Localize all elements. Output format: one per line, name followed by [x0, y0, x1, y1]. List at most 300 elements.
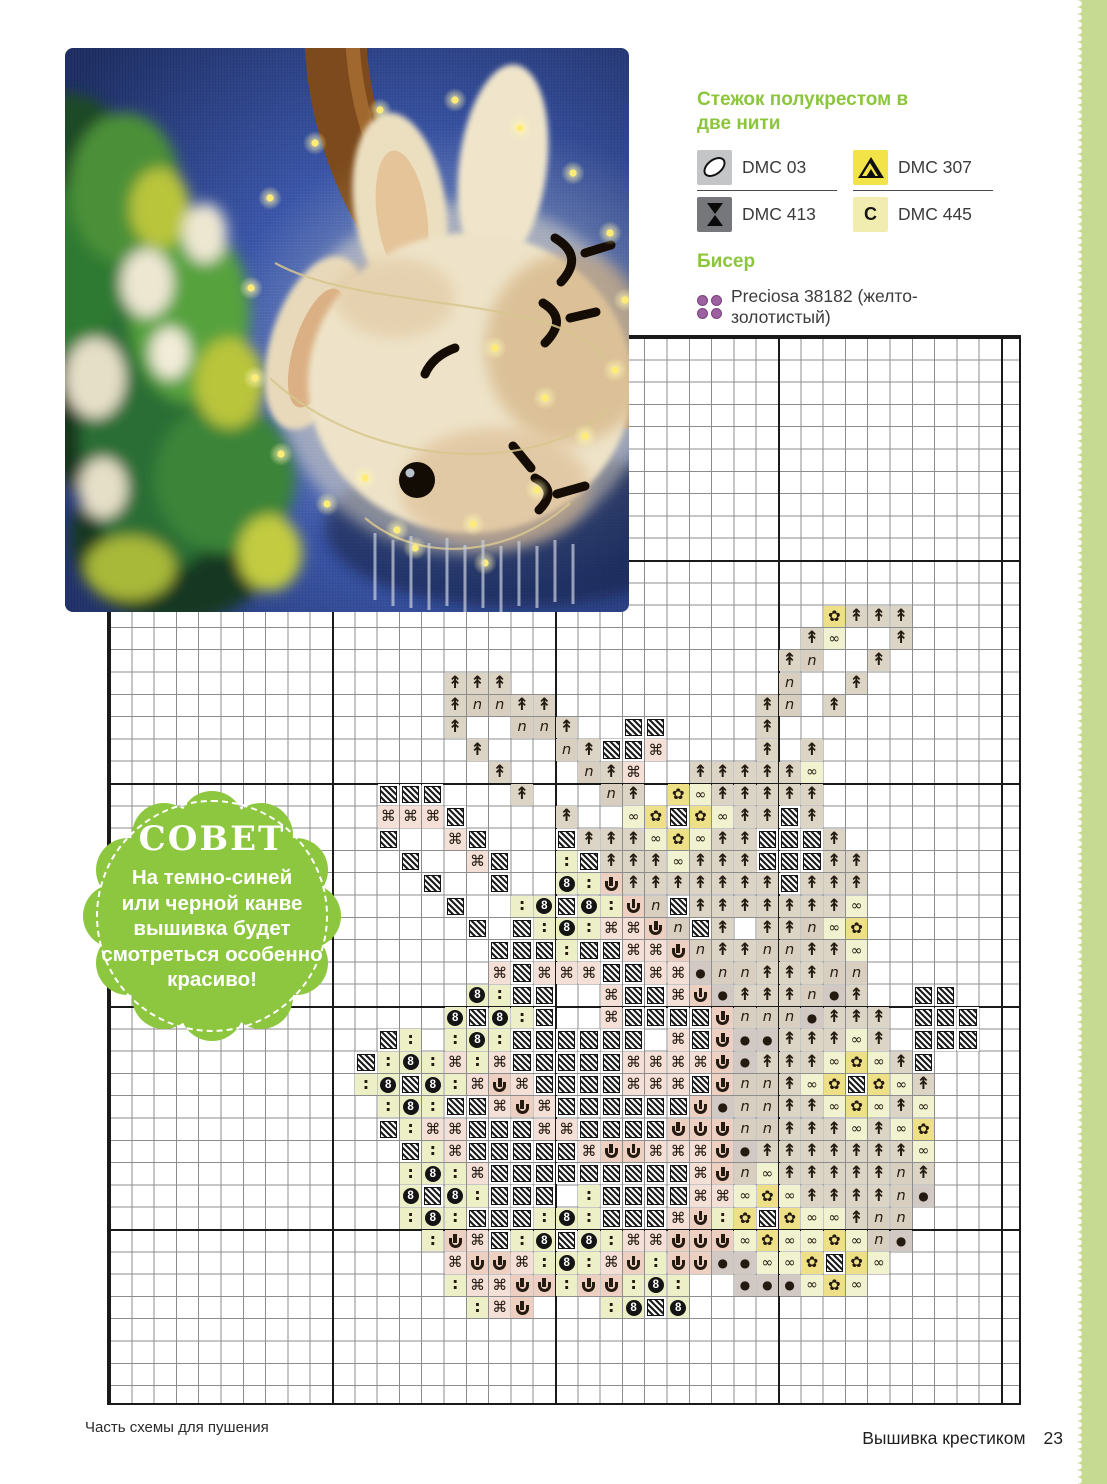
- chart-cell-flower: ✿: [868, 1074, 889, 1095]
- chart-cell-tree-double-arrow: ↟: [645, 873, 666, 894]
- chart-cell-letter-n: n: [779, 940, 800, 961]
- chart-cell-colon: :: [445, 1208, 466, 1229]
- chart-cell-tree-double-arrow: ↟: [868, 1007, 889, 1028]
- chart-cell-anchor-hook: [445, 1230, 466, 1251]
- chart-cell-hatched-square: [445, 1096, 466, 1117]
- chart-cell-flower: ✿: [668, 829, 689, 850]
- chart-cell-command-sign: ⌘: [690, 1052, 711, 1073]
- slash-oval-icon: [700, 153, 730, 181]
- chart-cell-colon: :: [467, 1052, 488, 1073]
- chart-cell-anchor-hook: [623, 1141, 644, 1162]
- chart-cell-command-sign: ⌘: [645, 1052, 666, 1073]
- chart-cell-hatched-square: [668, 896, 689, 917]
- chart-cell-tree-double-arrow: ↟: [467, 739, 488, 760]
- tip-line: вышивка будет: [133, 917, 291, 940]
- chart-cell-hatched-square: [556, 1096, 577, 1117]
- chart-cell-tree-double-arrow: ↟: [868, 1119, 889, 1140]
- chart-cell-command-sign: ⌘: [668, 1029, 689, 1050]
- chart-cell-filled-circle: ●: [734, 1275, 755, 1296]
- chart-cell-tree-double-arrow: ↟: [846, 673, 867, 694]
- chart-cell-letter-n: n: [534, 717, 555, 738]
- chart-cell-circled-8: 8: [400, 1096, 421, 1117]
- chart-cell-double-diamond-infinity: ∞: [801, 1074, 822, 1095]
- chart-cell-anchor-hook: [712, 1230, 733, 1251]
- chart-cell-tree-double-arrow: ↟: [891, 628, 912, 649]
- chart-cell-hatched-square: [846, 1074, 867, 1095]
- chart-cell-colon: :: [556, 940, 577, 961]
- chart-cell-letter-n: n: [779, 673, 800, 694]
- chart-cell-hatched-square: [690, 1029, 711, 1050]
- chart-cell-letter-n: n: [891, 1185, 912, 1206]
- chart-cell-tree-double-arrow: ↟: [846, 851, 867, 872]
- chart-cell-command-sign: ⌘: [623, 1052, 644, 1073]
- chart-cell-command-sign: ⌘: [578, 1141, 599, 1162]
- chart-cell-hatched-square: [578, 851, 599, 872]
- chart-cell-colon: :: [467, 1185, 488, 1206]
- tip-line: смотреться особенно: [101, 942, 323, 966]
- chart-cell-circled-8: 8: [556, 1252, 577, 1273]
- chart-cell-hatched-square: [400, 851, 421, 872]
- chart-cell-tree-double-arrow: ↟: [623, 784, 644, 805]
- chart-cell-command-sign: ⌘: [467, 1074, 488, 1095]
- chart-cell-hatched-square: [645, 985, 666, 1006]
- chart-cell-letter-n: n: [757, 940, 778, 961]
- chart-cell-hatched-square: [511, 1185, 532, 1206]
- chart-cell-double-diamond-infinity: ∞: [824, 1096, 845, 1117]
- chart-cell-colon: :: [645, 1252, 666, 1273]
- chart-cell-hatched-square: [690, 1007, 711, 1028]
- legend-column-1: [697, 147, 847, 234]
- chart-cell-hatched-square: [467, 1096, 488, 1117]
- chart-cell-command-sign: ⌘: [467, 1230, 488, 1251]
- chart-cell-hatched-square: [913, 1029, 934, 1050]
- chart-cell-double-diamond-infinity: ∞: [913, 1141, 934, 1162]
- bead-entry: [697, 286, 1017, 328]
- chart-cell-tree-double-arrow: ↟: [712, 762, 733, 783]
- chart-cell-double-diamond-infinity: ∞: [690, 829, 711, 850]
- chart-cell-tree-double-arrow: ↟: [734, 940, 755, 961]
- chart-cell-colon: :: [556, 851, 577, 872]
- legend-entry: [697, 147, 847, 187]
- chart-cell-anchor-hook: [578, 1275, 599, 1296]
- chart-cell-tree-double-arrow: ↟: [757, 806, 778, 827]
- chart-cell-hatched-square: [668, 1163, 689, 1184]
- chart-cell-tree-double-arrow: ↟: [734, 985, 755, 1006]
- chart-cell-letter-n: n: [891, 1163, 912, 1184]
- chart-cell-flower: ✿: [846, 1096, 867, 1117]
- chart-cell-colon: :: [578, 918, 599, 939]
- chart-cell-command-sign: ⌘: [489, 1297, 510, 1318]
- chart-cell-hatched-square: [534, 1074, 555, 1095]
- chart-cell-command-sign: ⌘: [668, 1141, 689, 1162]
- chart-cell-colon: :: [467, 1297, 488, 1318]
- chart-cell-hatched-square: [534, 985, 555, 1006]
- chart-cell-tree-double-arrow: ↟: [779, 918, 800, 939]
- chart-cell-hatched-square: [467, 1007, 488, 1028]
- chart-cell-hatched-square: [601, 1163, 622, 1184]
- chart-cell-hatched-square: [467, 829, 488, 850]
- chart-cell-hatched-square: [779, 829, 800, 850]
- chart-cell-colon: :: [445, 1163, 466, 1184]
- chart-cell-tree-double-arrow: ↟: [824, 1029, 845, 1050]
- chart-cell-hatched-square: [668, 806, 689, 827]
- chart-cell-command-sign: ⌘: [645, 1141, 666, 1162]
- chart-cell-anchor-hook: [712, 1119, 733, 1140]
- chart-cell-tree-double-arrow: ↟: [824, 1141, 845, 1162]
- chart-cell-tree-double-arrow: ↟: [534, 695, 555, 716]
- chart-cell-command-sign: ⌘: [690, 1163, 711, 1184]
- chart-cell-double-diamond-infinity: ∞: [846, 1230, 867, 1251]
- chart-cell-hatched-square: [668, 1185, 689, 1206]
- chart-cell-command-sign: ⌘: [400, 806, 421, 827]
- dmc-code: DMC 307: [898, 156, 972, 177]
- chart-cell-letter-n: n: [801, 985, 822, 1006]
- chart-cell-anchor-hook: [690, 1252, 711, 1273]
- chart-cell-tree-double-arrow: ↟: [801, 962, 822, 983]
- chart-cell-hatched-square: [623, 985, 644, 1006]
- chart-cell-tree-double-arrow: ↟: [824, 851, 845, 872]
- chart-cell-colon: :: [355, 1074, 376, 1095]
- chart-cell-tree-double-arrow: ↟: [445, 673, 466, 694]
- chart-cell-tree-double-arrow: ↟: [868, 1029, 889, 1050]
- chart-cell-hatched-square: [511, 940, 532, 961]
- chart-cell-tree-double-arrow: ↟: [846, 985, 867, 1006]
- chart-cell-tree-double-arrow: ↟: [712, 918, 733, 939]
- chart-cell-tree-double-arrow: ↟: [913, 1163, 934, 1184]
- chart-cell-hatched-square: [489, 940, 510, 961]
- chart-cell-letter-n: n: [757, 1007, 778, 1028]
- chart-cell-double-diamond-infinity: ∞: [734, 1230, 755, 1251]
- chart-cell-filled-circle: ●: [734, 1052, 755, 1073]
- chart-cell-hatched-square: [957, 1029, 978, 1050]
- chart-cell-anchor-hook: [623, 1252, 644, 1273]
- chart-cell-tree-double-arrow: ↟: [712, 873, 733, 894]
- chart-cell-hatched-square: [623, 1163, 644, 1184]
- chart-cell-double-diamond-infinity: ∞: [668, 851, 689, 872]
- chart-cell-colon: :: [422, 1096, 443, 1117]
- chart-cell-command-sign: ⌘: [645, 962, 666, 983]
- chart-cell-flower: ✿: [913, 1119, 934, 1140]
- chart-cell-hatched-square: [578, 1096, 599, 1117]
- chart-cell-hatched-square: [801, 829, 822, 850]
- chart-cell-tree-double-arrow: ↟: [690, 873, 711, 894]
- chart-cell-double-diamond-infinity: ∞: [623, 806, 644, 827]
- beads-title: Бисер: [697, 251, 756, 272]
- chart-cell-tree-double-arrow: ↟: [779, 1029, 800, 1050]
- chart-cell-command-sign: ⌘: [601, 1007, 622, 1028]
- chart-cell-hatched-square: [601, 962, 622, 983]
- chart-cell-colon: :: [422, 1230, 443, 1251]
- chart-cell-tree-double-arrow: ↟: [868, 1163, 889, 1184]
- chart-cell-colon: :: [400, 1163, 421, 1184]
- chart-cell-hatched-square: [601, 739, 622, 760]
- chart-cell-command-sign: ⌘: [534, 962, 555, 983]
- chart-cell-tree-double-arrow: ↟: [801, 739, 822, 760]
- chart-cell-hatched-square: [489, 1141, 510, 1162]
- chart-cell-hatched-square: [378, 1119, 399, 1140]
- chart-cell-hatched-square: [422, 1185, 443, 1206]
- chart-cell-tree-double-arrow: ↟: [757, 784, 778, 805]
- beads-icon: [697, 295, 722, 320]
- legend-column-2: [853, 147, 1003, 234]
- chart-cell-flower: ✿: [824, 1074, 845, 1095]
- chart-cell-hatched-square: [556, 829, 577, 850]
- chart-cell-anchor-hook: [712, 1074, 733, 1095]
- chart-cell-letter-n: n: [801, 918, 822, 939]
- legend-entries: [697, 147, 1017, 234]
- chart-cell-anchor-hook: [690, 985, 711, 1006]
- chart-cell-hatched-square: [534, 1029, 555, 1050]
- chart-cell-command-sign: ⌘: [668, 985, 689, 1006]
- chart-cell-tree-double-arrow: ↟: [734, 762, 755, 783]
- chart-cell-double-diamond-infinity: ∞: [824, 1208, 845, 1229]
- chart-cell-command-sign: ⌘: [489, 1275, 510, 1296]
- chart-cell-letter-n: n: [779, 695, 800, 716]
- chart-cell-hatched-square: [556, 1141, 577, 1162]
- chart-cell-hatched-square: [556, 1074, 577, 1095]
- chart-cell-letter-n: n: [734, 1074, 755, 1095]
- chart-cell-colon: :: [511, 1230, 532, 1251]
- chart-cell-letter-n: n: [734, 1119, 755, 1140]
- tip-badge: [82, 789, 342, 1043]
- chart-cell-tree-double-arrow: ↟: [734, 806, 755, 827]
- chart-cell-command-sign: ⌘: [445, 1141, 466, 1162]
- chart-cell-tree-double-arrow: ↟: [712, 784, 733, 805]
- chart-cell-tree-double-arrow: ↟: [779, 985, 800, 1006]
- chart-cell-flower: ✿: [824, 1230, 845, 1251]
- chart-cell-tree-double-arrow: ↟: [891, 1052, 912, 1073]
- chart-cell-circled-8: 8: [378, 1074, 399, 1095]
- legend-entry: [853, 147, 1003, 187]
- chart-cell-tree-double-arrow: ↟: [846, 1163, 867, 1184]
- chart-cell-tree-double-arrow: ↟: [445, 717, 466, 738]
- chart-cell-tree-double-arrow: ↟: [690, 762, 711, 783]
- chart-cell-double-diamond-infinity: ∞: [868, 1252, 889, 1273]
- chart-cell-tree-double-arrow: ↟: [623, 829, 644, 850]
- chart-cell-double-diamond-infinity: ∞: [712, 806, 733, 827]
- chart-cell-tree-double-arrow: ↟: [623, 873, 644, 894]
- chart-cell-anchor-hook: [511, 1297, 532, 1318]
- chart-cell-letter-n: n: [601, 784, 622, 805]
- chart-cell-hatched-square: [578, 940, 599, 961]
- chart-cell-colon: :: [578, 1185, 599, 1206]
- chart-cell-double-diamond-infinity: ∞: [757, 1252, 778, 1273]
- chart-cell-hatched-square: [668, 1007, 689, 1028]
- chart-cell-double-diamond-infinity: ∞: [846, 1275, 867, 1296]
- chart-cell-tree-double-arrow: ↟: [824, 1119, 845, 1140]
- chart-cell-hatched-square: [623, 1029, 644, 1050]
- chart-cell-tree-double-arrow: ↟: [846, 1185, 867, 1206]
- chart-cell-hatched-square: [668, 1096, 689, 1117]
- chart-cell-command-sign: ⌘: [601, 1252, 622, 1273]
- chart-cell-hatched-square: [801, 851, 822, 872]
- chart-cell-hatched-square: [534, 1163, 555, 1184]
- chart-cell-hatched-square: [578, 1119, 599, 1140]
- chart-cell-letter-n: n: [891, 1208, 912, 1229]
- chart-cell-double-diamond-infinity: ∞: [801, 1230, 822, 1251]
- chart-cell-command-sign: ⌘: [712, 1185, 733, 1206]
- chart-cell-hatched-square: [445, 896, 466, 917]
- chart-cell-hatched-square: [511, 918, 532, 939]
- chart-cell-flower: ✿: [846, 918, 867, 939]
- chart-cell-command-sign: ⌘: [623, 762, 644, 783]
- letter-c-icon: C: [864, 203, 877, 224]
- chart-cell-tree-double-arrow: ↟: [891, 1141, 912, 1162]
- chart-cell-colon: :: [534, 918, 555, 939]
- chart-cell-double-diamond-infinity: ∞: [846, 1029, 867, 1050]
- chart-cell-tree-double-arrow: ↟: [779, 1119, 800, 1140]
- chart-cell-hatched-square: [757, 1208, 778, 1229]
- chart-cell-tree-double-arrow: ↟: [779, 1141, 800, 1162]
- chart-cell-letter-n: n: [578, 762, 599, 783]
- chart-cell-hatched-square: [511, 1208, 532, 1229]
- chart-cell-command-sign: ⌘: [534, 1119, 555, 1140]
- chart-cell-anchor-hook: [712, 1029, 733, 1050]
- chart-cell-hatched-square: [378, 829, 399, 850]
- chart-cell-colon: :: [445, 1029, 466, 1050]
- chart-cell-double-diamond-infinity: ∞: [891, 1119, 912, 1140]
- chart-cell-anchor-hook: [690, 1230, 711, 1251]
- chart-cell-hatched-square: [578, 1029, 599, 1050]
- chart-cell-hatched-square: [489, 1119, 510, 1140]
- chart-cell-anchor-hook: [623, 896, 644, 917]
- chart-cell-tree-double-arrow: ↟: [757, 1052, 778, 1073]
- chart-cell-double-diamond-infinity: ∞: [779, 1185, 800, 1206]
- chart-cell-colon: :: [400, 1119, 421, 1140]
- chart-cell-tree-double-arrow: ↟: [757, 985, 778, 1006]
- chart-cell-hatched-square: [645, 1208, 666, 1229]
- chart-cell-hatched-square: [645, 1185, 666, 1206]
- chart-cell-hatched-square: [757, 851, 778, 872]
- chart-cell-colon: :: [578, 873, 599, 894]
- chart-cell-colon: :: [445, 1074, 466, 1095]
- chart-cell-anchor-hook: [690, 1208, 711, 1229]
- chart-cell-anchor-hook: [511, 1275, 532, 1296]
- chart-cell-hatched-square: [534, 940, 555, 961]
- chart-cell-colon: :: [489, 985, 510, 1006]
- chart-cell-hatched-square: [422, 873, 443, 894]
- chart-cell-command-sign: ⌘: [623, 1230, 644, 1251]
- chart-cell-colon: :: [422, 1141, 443, 1162]
- chart-cell-anchor-hook: [511, 1096, 532, 1117]
- chart-cell-tree-double-arrow: ↟: [757, 739, 778, 760]
- chart-cell-circled-8: 8: [467, 985, 488, 1006]
- chart-cell-command-sign: ⌘: [690, 1185, 711, 1206]
- chart-cell-letter-n: n: [645, 896, 666, 917]
- magazine-title: Вышивка крестиком: [862, 1428, 1026, 1448]
- chart-cell-tree-double-arrow: ↟: [757, 717, 778, 738]
- chart-cell-filled-circle: ●: [734, 1252, 755, 1273]
- tip-title: СОВЕТ: [138, 819, 286, 859]
- chart-cell-circled-8: 8: [645, 1275, 666, 1296]
- chart-cell-tree-double-arrow: ↟: [891, 1096, 912, 1117]
- legend: [697, 88, 1017, 328]
- chart-cell-circled-8: 8: [578, 896, 599, 917]
- chart-cell-filled-circle: ●: [734, 1141, 755, 1162]
- chart-cell-colon: :: [578, 1208, 599, 1229]
- chart-cell-filled-circle: ●: [824, 985, 845, 1006]
- chart-cell-circled-8: 8: [578, 1230, 599, 1251]
- chart-cell-hatched-square: [623, 1007, 644, 1028]
- chart-cell-command-sign: ⌘: [668, 1208, 689, 1229]
- chart-cell-tree-double-arrow: ↟: [467, 673, 488, 694]
- legend-divider: [853, 190, 993, 191]
- chart-cell-hatched-square: [757, 829, 778, 850]
- chart-cell-hatched-square: [489, 1163, 510, 1184]
- chart-cell-double-diamond-infinity: ∞: [779, 1252, 800, 1273]
- chart-cell-letter-n: n: [801, 650, 822, 671]
- chart-cell-filled-circle: ●: [779, 1275, 800, 1296]
- chart-cell-tree-double-arrow: ↟: [757, 896, 778, 917]
- chart-cell-hatched-square: [511, 1052, 532, 1073]
- chart-cell-tree-double-arrow: ↟: [779, 1074, 800, 1095]
- chart-cell-circled-8: 8: [445, 1185, 466, 1206]
- chart-cell-hatched-square: [935, 985, 956, 1006]
- chart-cell-command-sign: ⌘: [645, 940, 666, 961]
- chart-cell-flower: ✿: [645, 806, 666, 827]
- chart-cell-tree-double-arrow: ↟: [601, 762, 622, 783]
- chart-cell-colon: :: [534, 1208, 555, 1229]
- chart-cell-hatched-square: [913, 1007, 934, 1028]
- chart-cell-command-sign: ⌘: [578, 962, 599, 983]
- chart-cell-colon: :: [668, 1275, 689, 1296]
- chart-cell-filled-circle: ●: [712, 1096, 733, 1117]
- chart-cell-colon: :: [534, 1252, 555, 1273]
- chart-cell-tree-double-arrow: ↟: [734, 829, 755, 850]
- chart-cell-colon: :: [489, 1029, 510, 1050]
- chart-cell-double-diamond-infinity: ∞: [757, 1163, 778, 1184]
- hourglass-icon: [707, 203, 723, 226]
- chart-cell-circled-8: 8: [467, 1029, 488, 1050]
- footer-right: [862, 1428, 1063, 1449]
- chart-cell-double-diamond-infinity: ∞: [690, 784, 711, 805]
- chart-cell-hatched-square: [467, 918, 488, 939]
- chart-cell-command-sign: ⌘: [422, 1119, 443, 1140]
- chart-cell-circled-8: 8: [534, 1230, 555, 1251]
- chart-cell-colon: :: [556, 1275, 577, 1296]
- chart-cell-letter-n: n: [868, 1230, 889, 1251]
- chart-cell-colon: :: [601, 896, 622, 917]
- chart-cell-anchor-hook: [668, 1252, 689, 1273]
- chart-cell-hatched-square: [645, 1119, 666, 1140]
- chart-cell-tree-double-arrow: ↟: [779, 762, 800, 783]
- chart-cell-flower: ✿: [690, 806, 711, 827]
- chart-cell-anchor-hook: [712, 1163, 733, 1184]
- chart-cell-anchor-hook: [668, 1230, 689, 1251]
- chart-cell-tree-double-arrow: ↟: [824, 695, 845, 716]
- chart-cell-tree-double-arrow: ↟: [824, 1163, 845, 1184]
- chart-cell-hatched-square: [355, 1052, 376, 1073]
- chart-cell-command-sign: ⌘: [489, 962, 510, 983]
- chart-cell-anchor-hook: [712, 1052, 733, 1073]
- chart-caption: Часть схемы для пушения: [85, 1419, 269, 1436]
- chart-cell-hatched-square: [489, 1208, 510, 1229]
- chart-cell-command-sign: ⌘: [445, 1252, 466, 1273]
- chart-cell-circled-8: 8: [400, 1185, 421, 1206]
- dmc-code: DMC 03: [742, 156, 807, 177]
- chart-cell-anchor-hook: [601, 873, 622, 894]
- chart-cell-hatched-square: [489, 1185, 510, 1206]
- chart-cell-command-sign: ⌘: [489, 1096, 510, 1117]
- chart-cell-tree-double-arrow: ↟: [801, 873, 822, 894]
- chart-cell-hatched-square: [623, 1119, 644, 1140]
- chart-cell-double-diamond-infinity: ∞: [868, 1052, 889, 1073]
- chart-cell-hatched-square: [467, 1119, 488, 1140]
- chart-cell-command-sign: ⌘: [467, 851, 488, 872]
- chart-cell-hatched-square: [645, 1007, 666, 1028]
- chart-cell-hatched-square: [690, 1074, 711, 1095]
- chart-cell-anchor-hook: [712, 1007, 733, 1028]
